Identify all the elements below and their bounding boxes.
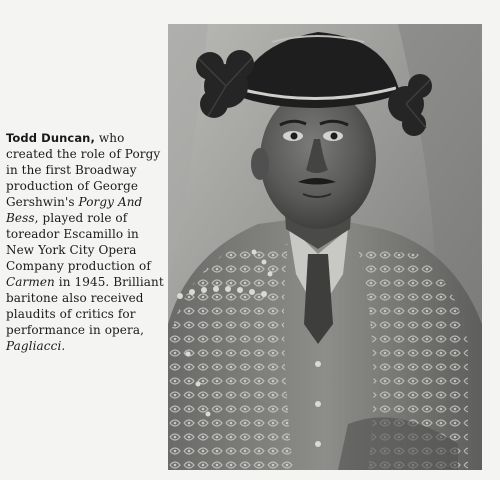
- caption-title-pagliacci: Pagliacci: [6, 339, 62, 353]
- caption-text-1: who created the role of Porgy in the first Broadway production of George Gershwin's: [6, 131, 161, 209]
- caption-title-porgy-and-bess: Porgy And Bess: [6, 195, 143, 225]
- caption-name: Todd Duncan,: [6, 131, 95, 145]
- caption-title-carmen: Carmen: [6, 275, 55, 289]
- caption-text-3: in 1945. Brilliant baritone also received plaudits of critics for performance in opera,: [6, 275, 164, 337]
- portrait-photo: [168, 24, 482, 470]
- photo-caption: [6, 130, 164, 354]
- caption-text-4: .: [61, 339, 66, 353]
- caption-text-2: , played role of toreador Escamillo in New York City Opera Company production of: [6, 211, 151, 273]
- portrait-image: [168, 24, 482, 470]
